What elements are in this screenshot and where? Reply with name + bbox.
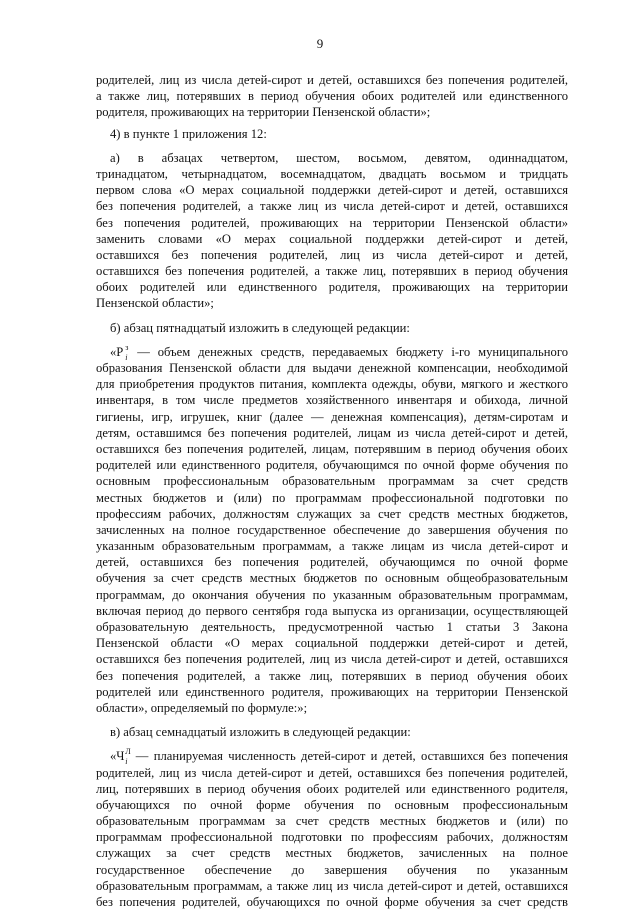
formula-symbol: Р з i	[116, 344, 123, 360]
text-line: образовательным программам за счет средств местных бюджетов и (или) по	[96, 814, 568, 829]
text-line: оставшихся без попечения родителей, лицам, потерявшим в период обучения обоих	[96, 441, 568, 456]
text-line: родителей или единственного родителя, обучающимся по очной форме обучения по	[96, 458, 568, 473]
text-line: родителей или единственного родителя, проживающих на территории Пензенской	[96, 684, 568, 699]
text-line: Пензенской области»;	[96, 296, 214, 311]
text-line: оставшихся без попечения родителей, лиц из числа детей-сирот и детей,	[96, 247, 568, 262]
paragraph-p6	[96, 724, 568, 740]
text-line: гигиены, игр, игрушек, книг (далее — денежная компенсация), детям-сиротам и	[96, 409, 568, 424]
document-body	[96, 72, 568, 910]
text-line: лиц, потерявших в период обучения обоих родителей или единственного родителя,	[96, 781, 568, 796]
text-line: государственное обеспечение до завершения обучения по указанным	[96, 862, 568, 877]
text-line: программам, до окончания обучения по указанным образовательным программам,	[96, 587, 568, 602]
text-line: Пензенской области «О мерах социальной поддержки детей-сирот и детей,	[96, 636, 568, 651]
formula-subscript: i	[125, 757, 128, 765]
text-line: обучающихся по очной форме обучения по основным профессиональным	[96, 797, 568, 812]
formula-subscript: i	[125, 352, 128, 360]
text-line: в) абзац семнадцатый изложить в следующей редакции:	[110, 725, 411, 740]
text-line: оставшихся без попечения родителей, а также лиц, потерявших в период обучения	[96, 264, 568, 279]
text-line: первом слова «О мерах социальной поддержки детей-сирот и детей, оставшихся	[96, 183, 568, 198]
text-line: инвентаря, в том числе предметов хозяйственного инвентаря и обихода, личной	[96, 393, 568, 408]
paragraph-p1	[96, 72, 568, 121]
text-line: детям, оставшимся без попечения родителей, лицам из числа детей-сирот и детей,	[96, 425, 568, 440]
text-line: обучения за счет средств местных бюджетов по основным общеобразовательным	[96, 571, 568, 586]
open-quote: «	[110, 749, 117, 764]
text-line: без попечения родителей, а также лиц, потерявших в период обучения обоих	[96, 668, 568, 683]
text-line: служащих за счет средств местных бюджетов, зачисленных на полное	[96, 846, 568, 861]
text-line: местных бюджетов и (или) по программам профессиональной подготовки по	[96, 490, 568, 505]
text-line: а также лиц, потерявших в период обучения обоих родителей или единственного	[96, 89, 568, 104]
text-line: б) абзац пятнадцатый изложить в следующей редакции:	[110, 320, 410, 335]
text-line: зачисленных на полное государственное обеспечение до завершения обучения по	[96, 522, 568, 537]
text-line: указанным образовательным программам, а также лицам из числа детей-сирот и	[96, 539, 568, 554]
text-line: включая период до первого сентября года выпуска из организации, осуществляющей	[96, 603, 568, 618]
paragraph-p3	[96, 150, 568, 312]
text-line: образования Пензенской области для выдачи денежной компенсации, необходимой	[96, 361, 568, 375]
text-line: области», определяемый по формуле:»;	[96, 700, 308, 715]
text-line: образовательную деятельность, предусмотренной частью 1 статьи 3 Закона	[96, 620, 568, 634]
paragraph-p7	[96, 748, 568, 910]
text-line: профессиям рабочих, должностям служащих за счет средств местных бюджетов,	[96, 506, 568, 521]
open-quote: «	[110, 344, 117, 359]
paragraph-p2	[96, 126, 568, 142]
text-line: без попечения родителей, а также лиц из числа детей-сирот и детей, оставшихся	[96, 199, 568, 214]
text-line: для приобретения продуктов питания, комплекта одежды, обуви, мягкого и жесткого	[96, 377, 568, 392]
text-line: родителей, лиц из числа детей-сирот и детей, оставшихся без попечения родителей,	[96, 73, 568, 87]
text-line: детей, оставшихся без попечения родителей, обучающимся по очной форме	[96, 555, 568, 570]
text-line: без попечения родителей, обучающихся по очной форме обучения за счет средств	[96, 895, 568, 909]
text-line: обоих родителей или единственного родителя, проживающих на территории	[96, 280, 568, 295]
text-line: оставшихся без попечения родителей, лиц из числа детей-сирот и детей, оставшихся	[96, 652, 568, 667]
text-line: а) в абзацах четвертом, шестом, восьмом, девятом, одиннадцатом,	[110, 150, 568, 165]
text-line: программам профессиональной подготовки по профессиям рабочих, должностям	[96, 830, 568, 845]
text-line: родителей, лиц из числа детей-сирот и детей, оставшихся без попечения родителей,	[96, 765, 568, 780]
text-line: родителя, проживающих на территории Пензенской области»;	[96, 105, 431, 120]
text-line: «Р з i — объем денежных средств, передаваемых бюджету i-го муниципального	[96, 344, 568, 360]
paragraph-p5	[96, 344, 568, 716]
text-line: основным профессиональным образовательным программам за счет средств	[96, 474, 568, 489]
text-line: «Ч Л i — планируемая численность детей-сирот и детей, оставшихся без попечения	[96, 748, 568, 764]
paragraph-p4	[96, 320, 568, 336]
formula-superscript: Л	[125, 748, 131, 757]
text-line: заменить словами «О мерах социальной поддержки детей-сирот и детей,	[96, 231, 568, 246]
formula-superscript: з	[125, 343, 129, 352]
text-line: 4) в пункте 1 приложения 12:	[110, 126, 267, 141]
formula-symbol: Ч Л i	[116, 748, 124, 764]
page-number: 9	[316, 36, 324, 51]
text-line: тринадцатом, четырнадцатом, восемнадцатом, двадцать восьмом и тридцать	[96, 166, 568, 181]
text-line: без попечения родителей, проживающих на территории Пензенской области»	[96, 215, 568, 230]
text-line: образовательным программам, а также лиц из числа детей-сирот и детей, оставшихся	[96, 878, 568, 893]
